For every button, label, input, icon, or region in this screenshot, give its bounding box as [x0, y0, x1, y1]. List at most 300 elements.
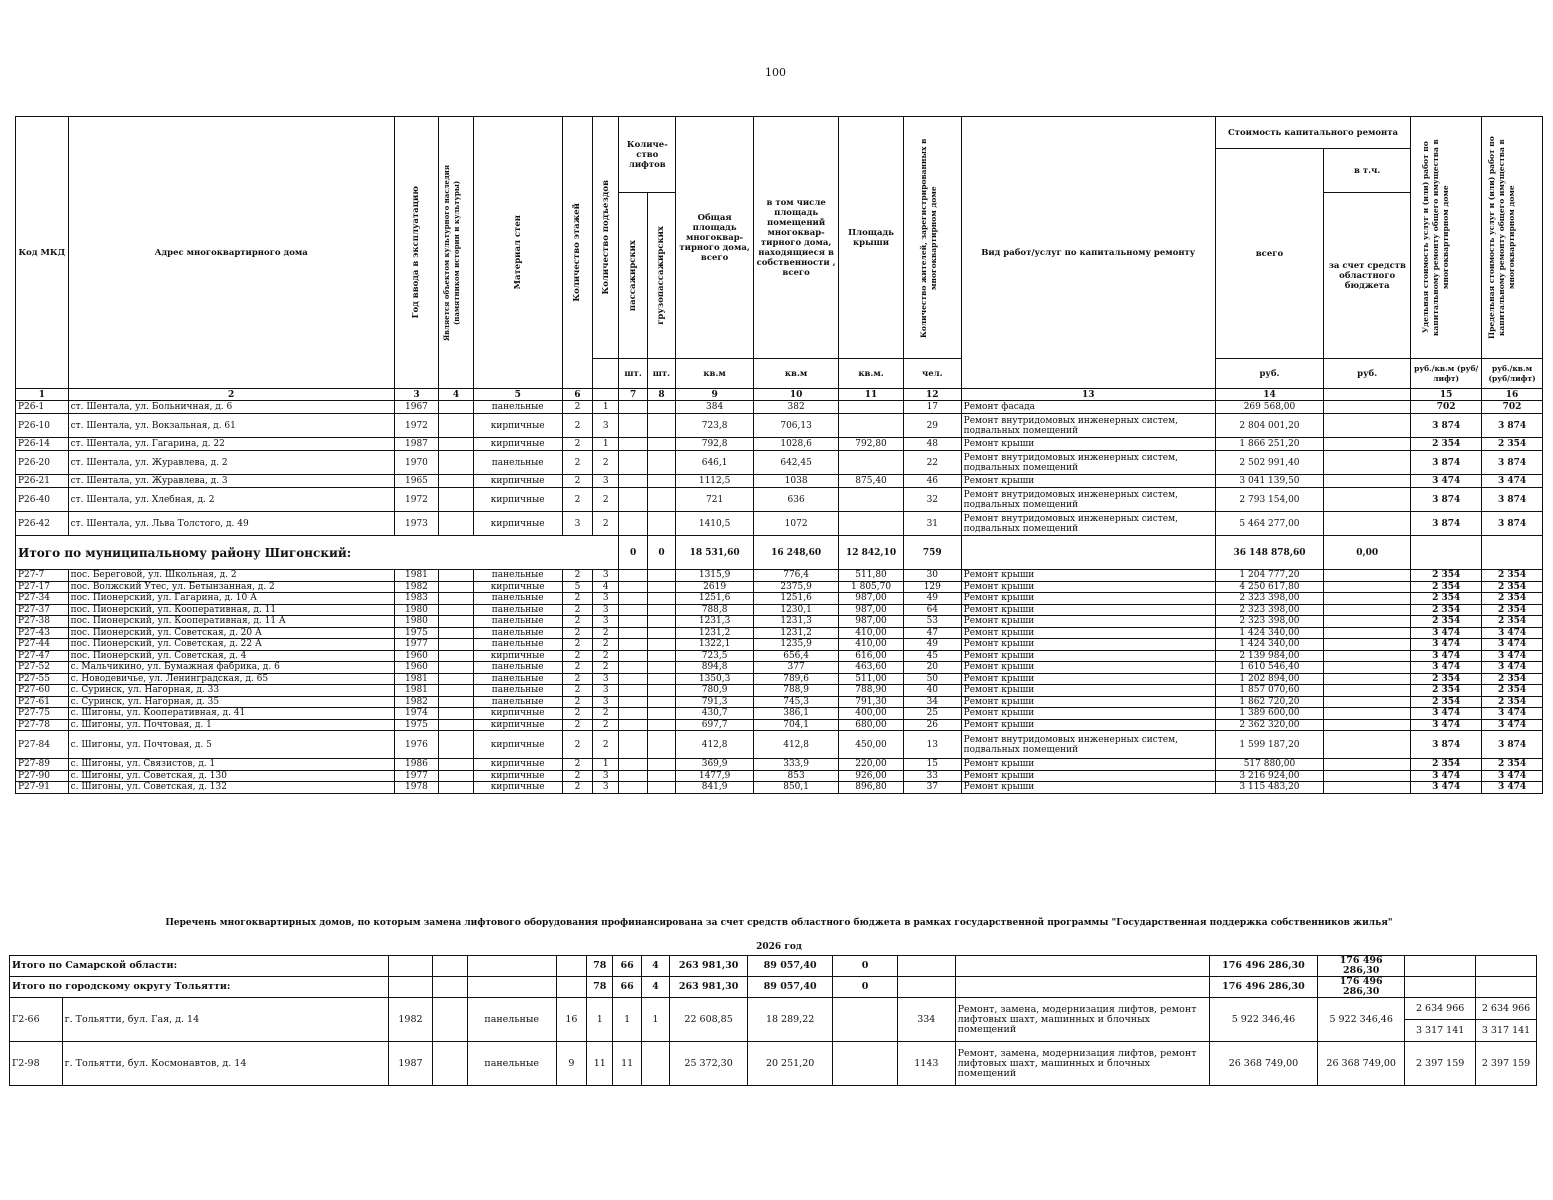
table-row	[16, 731, 1543, 759]
header-incl: в т.ч.	[1324, 149, 1411, 193]
total-regional: 176 496 286,30	[1318, 977, 1405, 998]
cell-heritage	[439, 673, 473, 685]
tolyatti-rows	[10, 998, 1537, 1086]
unit-pcs: шт.	[647, 359, 675, 389]
unit-per-sqm: руб./кв.м (руб/лифт)	[1482, 359, 1543, 389]
cell-regional	[1324, 604, 1411, 616]
cell-kod: Р27-47	[16, 650, 69, 662]
cell-roof-area	[839, 451, 904, 475]
cell-max-cost: 2 354	[1482, 570, 1543, 582]
cell-roof-area: 875,40	[839, 475, 904, 488]
cell-roof-area	[833, 1042, 898, 1086]
cell-max-cost: 2 354	[1482, 581, 1543, 593]
total-cost: 176 496 286,30	[1209, 977, 1317, 998]
cell-unit-cost: 2 397 159	[1405, 1042, 1476, 1086]
cell-kod: Р27-38	[16, 616, 69, 628]
header-roof-area: Площадь крыши	[839, 117, 904, 359]
cell-unit-cost: 3 874	[1411, 488, 1482, 512]
cell-max-cost: 3 474	[1482, 719, 1543, 731]
column-number: 13	[961, 389, 1215, 401]
cell-heritage	[439, 488, 473, 512]
cell-material: кирпичные	[473, 488, 562, 512]
cell-unit-cost: 2 354	[1411, 759, 1482, 771]
cell-total-area: 1410,5	[676, 512, 754, 536]
cell-unit-cost: 2 354	[1411, 696, 1482, 708]
cell-lifts-cargo	[647, 488, 675, 512]
cell-residents: 334	[897, 998, 955, 1042]
cell-unit-cost: 3 874	[1411, 414, 1482, 438]
cell-cost: 1 599 187,20	[1215, 731, 1323, 759]
table-row	[16, 414, 1543, 438]
cell-residents: 53	[903, 616, 961, 628]
cell-lifts-cargo	[641, 1042, 669, 1086]
cell-work-type: Ремонт крыши	[961, 438, 1215, 451]
table-row	[16, 696, 1543, 708]
cell-lifts-cargo	[647, 650, 675, 662]
cell-roof-area: 926,00	[839, 770, 904, 782]
cell-lifts-cargo	[647, 662, 675, 674]
cell-entrances: 3	[593, 696, 619, 708]
cell-address: с. Суринск, ул. Нагорная, д. 33	[68, 685, 394, 697]
cell-total-area: 780,9	[676, 685, 754, 697]
cell-year: 1972	[394, 414, 439, 438]
table-row	[16, 438, 1543, 451]
cell-material: панельные	[473, 616, 562, 628]
total-regional: 176 496 286,30	[1318, 956, 1405, 977]
cell-heritage	[439, 438, 473, 451]
cell-residents: 37	[903, 782, 961, 794]
cell-lifts-pass	[619, 438, 647, 451]
header-heritage: Является объектом культурного наследия (памятником истории и культуры)	[441, 164, 461, 341]
cell-roof-area	[839, 488, 904, 512]
cell-work-type: Ремонт крыши	[961, 759, 1215, 771]
year-title: 2026 год	[756, 942, 802, 952]
cell-total-area: 1112,5	[676, 475, 754, 488]
cell-address: пос. Пионерский, ул. Кооперативная, д. 11 А	[68, 616, 394, 628]
cell-entrances: 3	[593, 673, 619, 685]
cell-heritage	[433, 1042, 467, 1086]
cell-material: панельные	[473, 673, 562, 685]
cell-heritage	[439, 593, 473, 605]
total-owned-area: 89 057,40	[748, 977, 833, 998]
cell-max-cost: 2 354	[1482, 759, 1543, 771]
cell-work-type: Ремонт крыши	[961, 696, 1215, 708]
cell-cost: 2 139 984,00	[1215, 650, 1323, 662]
cell-lifts-pass: 1	[613, 998, 641, 1042]
total-total-area: 263 981,30	[670, 956, 748, 977]
header-lifts-passenger: пассажирских	[628, 239, 639, 312]
cell-heritage	[439, 719, 473, 731]
cell-cost: 269 568,00	[1215, 401, 1323, 414]
table-row	[16, 770, 1543, 782]
cell-lifts-pass	[619, 616, 647, 628]
cell-lifts-cargo	[647, 685, 675, 697]
cell-floors: 2	[562, 438, 592, 451]
cell-regional	[1324, 662, 1411, 674]
cell-lifts-pass	[619, 593, 647, 605]
cell-lifts-pass	[619, 639, 647, 651]
cell-lifts-cargo	[647, 731, 675, 759]
cell-regional: 5 922 346,46	[1318, 998, 1405, 1042]
cell-entrances: 2	[593, 512, 619, 536]
subtotal-cost: 36 148 878,60	[1215, 536, 1323, 570]
cell-floors: 2	[562, 414, 592, 438]
cell-cost: 5 464 277,00	[1215, 512, 1323, 536]
cell-cost: 1 204 777,20	[1215, 570, 1323, 582]
cell-total-area: 25 372,30	[670, 1042, 748, 1086]
subtotal-label: Итого по муниципальному району Шигонский:	[16, 536, 619, 570]
cell-lifts-pass	[619, 604, 647, 616]
cell-entrances: 3	[593, 593, 619, 605]
cell-total-area: 841,9	[676, 782, 754, 794]
total-row	[10, 956, 1537, 977]
cell-floors: 2	[562, 662, 592, 674]
cell-year: 1982	[394, 696, 439, 708]
cell-roof-area: 410,00	[839, 639, 904, 651]
cell-roof-area: 220,00	[839, 759, 904, 771]
cell-kod: Р26-42	[16, 512, 69, 536]
cell-regional	[1324, 639, 1411, 651]
cell-heritage	[439, 639, 473, 651]
cell-kod: Р27-52	[16, 662, 69, 674]
cell-total-area: 2619	[676, 581, 754, 593]
page-number: 100	[765, 66, 786, 79]
cell-address: пос. Волжский Утес, ул. Бетынзанная, д. 2	[68, 581, 394, 593]
cell-material: кирпичные	[473, 438, 562, 451]
cell-lifts-pass	[619, 719, 647, 731]
cell-regional	[1324, 719, 1411, 731]
cell-roof-area: 410,00	[839, 627, 904, 639]
subtotal-lifts-pass: 0	[619, 536, 647, 570]
cell-year: 1967	[394, 401, 439, 414]
empty-cell	[556, 956, 586, 977]
cell-entrances: 3	[593, 604, 619, 616]
cell-owned-area: 1038	[754, 475, 839, 488]
cell-max-cost: 3 474	[1482, 708, 1543, 720]
cell-residents: 64	[903, 604, 961, 616]
cell-cost: 1 610 546,40	[1215, 662, 1323, 674]
cell-owned-area: 853	[754, 770, 839, 782]
cell-roof-area: 987,00	[839, 616, 904, 628]
cell-kod: Р27-43	[16, 627, 69, 639]
cell-total-area: 723,8	[676, 414, 754, 438]
cell-owned-area: 642,45	[754, 451, 839, 475]
cell-lifts-cargo	[647, 438, 675, 451]
cell-lifts-pass	[619, 673, 647, 685]
cell-owned-area: 333,9	[754, 759, 839, 771]
cell-unit-cost: 3 474	[1411, 782, 1482, 794]
cell-floors: 2	[562, 719, 592, 731]
header-kod: Код МКД	[16, 117, 69, 389]
cell-address: ст. Шентала, ул. Журавлева, д. 2	[68, 451, 394, 475]
cell-address: пос. Пионерский, ул. Советская, д. 22 А	[68, 639, 394, 651]
cell-cost: 1 202 894,00	[1215, 673, 1323, 685]
header-work-type: Вид работ/услуг по капитальному ремонту	[961, 117, 1215, 389]
cell-material: кирпичные	[473, 581, 562, 593]
cell-year: 1980	[394, 604, 439, 616]
table-row	[16, 650, 1543, 662]
cell-regional	[1324, 627, 1411, 639]
subtotal-total-area: 18 531,60	[676, 536, 754, 570]
column-number: 12	[903, 389, 961, 401]
cell-heritage	[439, 581, 473, 593]
cell-floors: 5	[562, 581, 592, 593]
cell-material: панельные	[473, 593, 562, 605]
cell-floors: 2	[562, 696, 592, 708]
cell-max-cost: 3 474	[1482, 639, 1543, 651]
cell-lifts-pass	[619, 570, 647, 582]
total-row	[10, 977, 1537, 998]
cell-owned-area: 704,1	[754, 719, 839, 731]
cell-year: 1986	[394, 759, 439, 771]
header-floors: Количество этажей	[572, 203, 583, 302]
unit-rub: руб.	[1215, 359, 1323, 389]
cell-work-type: Ремонт фасада	[961, 401, 1215, 414]
cell-kod: Р27-17	[16, 581, 69, 593]
column-number: 9	[676, 389, 754, 401]
cell-address: с. Новодевичье, ул. Ленинградская, д. 65	[68, 673, 394, 685]
cell-max-cost: 3 874	[1482, 731, 1543, 759]
cell-regional	[1324, 650, 1411, 662]
cell-total-area: 430,7	[676, 708, 754, 720]
cell-roof-area: 788,90	[839, 685, 904, 697]
cell-work-type: Ремонт крыши	[961, 581, 1215, 593]
cell-regional	[1324, 488, 1411, 512]
cell-material: панельные	[467, 998, 556, 1042]
cell-material: панельные	[473, 451, 562, 475]
cell-work-type: Ремонт, замена, модернизация лифтов, ремонт лифтовых шахт, машинных и блочных помещений	[955, 998, 1209, 1042]
cell-roof-area: 400,00	[839, 708, 904, 720]
cell-unit-cost: 3 474	[1411, 770, 1482, 782]
empty-cell	[467, 956, 556, 977]
cell-cost: 2 323 398,00	[1215, 616, 1323, 628]
cell-lifts-pass	[619, 770, 647, 782]
cell-floors: 3	[562, 512, 592, 536]
cell-entrances: 1	[593, 438, 619, 451]
cell-unit-cost: 3 474	[1411, 719, 1482, 731]
cell-material: панельные	[473, 639, 562, 651]
cell-max-cost: 3 474	[1482, 650, 1543, 662]
cell-owned-area: 788,9	[754, 685, 839, 697]
cell-total-area: 1231,3	[676, 616, 754, 628]
cell-cost: 2 502 991,40	[1215, 451, 1323, 475]
cell-address: пос. Пионерский, ул. Советская, д. 4	[68, 650, 394, 662]
cell-regional	[1324, 451, 1411, 475]
cell-roof-area: 791,30	[839, 696, 904, 708]
cell-entrances: 2	[593, 627, 619, 639]
cell-total-area: 721	[676, 488, 754, 512]
cell-lifts-cargo	[647, 696, 675, 708]
table-row	[16, 616, 1543, 628]
cell-heritage	[439, 731, 473, 759]
cell-heritage	[439, 604, 473, 616]
cell-entrances: 3	[593, 685, 619, 697]
cell-lifts-pass: 11	[613, 1042, 641, 1086]
cell-address: с. Шигоны, ул. Почтовая, д. 5	[68, 731, 394, 759]
empty-cell	[897, 956, 955, 977]
cell-max-cost: 2 354	[1482, 604, 1543, 616]
cell-address: ст. Шентала, ул. Льва Толстого, д. 49	[68, 512, 394, 536]
table-row	[16, 512, 1543, 536]
cell-total-area: 1350,3	[676, 673, 754, 685]
cell-cost: 3 216 924,00	[1215, 770, 1323, 782]
cell-roof-area	[833, 998, 898, 1042]
table-row	[16, 488, 1543, 512]
cell-owned-area: 1231,3	[754, 616, 839, 628]
cell-lifts-pass	[619, 708, 647, 720]
cell-kod: Р27-91	[16, 782, 69, 794]
cell-address: ст. Шентала, ул. Гагарина, д. 22	[68, 438, 394, 451]
cell-floors: 2	[562, 488, 592, 512]
cell-residents: 15	[903, 759, 961, 771]
cell-unit-cost: 3 474	[1411, 475, 1482, 488]
cell-cost: 5 922 346,46	[1209, 998, 1317, 1042]
cell-year: 1978	[394, 782, 439, 794]
cell-cost: 3 115 483,20	[1215, 782, 1323, 794]
total-lifts-pass: 66	[613, 956, 641, 977]
cell-address: пос. Пионерский, ул. Кооперативная, д. 11	[68, 604, 394, 616]
header-year: Год ввода в эксплуатацию	[411, 186, 422, 319]
cell-cost: 1 857 070,60	[1215, 685, 1323, 697]
cell-owned-area: 20 251,20	[748, 1042, 833, 1086]
unit-area: кв.м	[676, 359, 754, 389]
subtotal-roof-area: 12 842,10	[839, 536, 904, 570]
cell-max-cost: 2 354	[1482, 673, 1543, 685]
subtotal-section	[16, 536, 1543, 570]
column-number: 10	[754, 389, 839, 401]
cell-floors: 2	[562, 451, 592, 475]
cell-regional	[1324, 570, 1411, 582]
empty-cell	[433, 977, 467, 998]
cell-material: панельные	[473, 662, 562, 674]
cell-kod: Р27-75	[16, 708, 69, 720]
cell-regional	[1324, 770, 1411, 782]
cell-work-type: Ремонт крыши	[961, 673, 1215, 685]
cell-residents: 47	[903, 627, 961, 639]
cell-kod: Р27-89	[16, 759, 69, 771]
cell-residents: 1143	[897, 1042, 955, 1086]
cell-residents: 29	[903, 414, 961, 438]
cell-lifts-cargo	[647, 616, 675, 628]
cell-entrances: 2	[593, 451, 619, 475]
cell-unit-cost: 3 874	[1411, 731, 1482, 759]
cell-entrances: 11	[587, 1042, 613, 1086]
cell-roof-area: 1 805,70	[839, 581, 904, 593]
table-row	[16, 593, 1543, 605]
cell-address: г. Тольятти, бул. Космонавтов, д. 14	[62, 1042, 388, 1086]
cell-entrances: 3	[593, 570, 619, 582]
cell-entrances: 4	[593, 581, 619, 593]
cell-regional	[1324, 759, 1411, 771]
column-number: 2	[68, 389, 394, 401]
cell-year: 1974	[394, 708, 439, 720]
cell-residents: 49	[903, 593, 961, 605]
cell-kod: Р27-34	[16, 593, 69, 605]
subtotal-row	[16, 536, 1543, 570]
cell-max-cost: 3 474	[1482, 662, 1543, 674]
cell-total-area: 384	[676, 401, 754, 414]
column-number: 16	[1482, 389, 1543, 401]
cell-year: 1960	[394, 650, 439, 662]
cell-year: 1965	[394, 475, 439, 488]
cell-unit-cost: 3 874	[1411, 451, 1482, 475]
cell-max-cost: 3 874	[1482, 451, 1543, 475]
cell-work-type: Ремонт крыши	[961, 685, 1215, 697]
cell-unit-cost: 3 474	[1411, 627, 1482, 639]
cell-residents: 46	[903, 475, 961, 488]
subtotal-regional: 0,00	[1324, 536, 1411, 570]
table-row	[16, 782, 1543, 794]
cell-heritage	[439, 782, 473, 794]
cell-kod: Р27-55	[16, 673, 69, 685]
cell-cost: 1 424 340,00	[1215, 627, 1323, 639]
cell-cost: 3 041 139,50	[1215, 475, 1323, 488]
cell-owned-area: 2375,9	[754, 581, 839, 593]
cell-work-type: Ремонт внутридомовых инженерных систем, подвальных помещений	[961, 414, 1215, 438]
cell-regional: 26 368 749,00	[1318, 1042, 1405, 1086]
cell-work-type: Ремонт крыши	[961, 708, 1215, 720]
cell-total-area: 894,8	[676, 662, 754, 674]
column-number: 1	[16, 389, 69, 401]
cell-floors: 2	[562, 475, 592, 488]
cell-cost: 517 880,00	[1215, 759, 1323, 771]
cell-owned-area: 382	[754, 401, 839, 414]
cell-material: панельные	[473, 685, 562, 697]
header-lifts-cargo: грузопассажирских	[656, 226, 667, 325]
cell-work-type: Ремонт внутридомовых инженерных систем, подвальных помещений	[961, 731, 1215, 759]
cell-regional	[1324, 401, 1411, 414]
cell-owned-area: 1251,6	[754, 593, 839, 605]
unit-per-sqm: руб./кв.м (руб/лифт)	[1411, 359, 1482, 389]
cell-floors: 2	[562, 770, 592, 782]
cell-kod: Г2-98	[10, 1042, 63, 1086]
cell-address: с. Шигоны, ул. Советская, д. 130	[68, 770, 394, 782]
cell-roof-area: 987,00	[839, 593, 904, 605]
total-total-area: 263 981,30	[670, 977, 748, 998]
cell-max-cost: 3 474	[1482, 627, 1543, 639]
cell-lifts-cargo	[647, 475, 675, 488]
cell-entrances: 2	[593, 650, 619, 662]
cell-lifts-cargo	[647, 604, 675, 616]
cell-roof-area: 896,80	[839, 782, 904, 794]
cell-entrances: 2	[593, 719, 619, 731]
empty-cell	[1405, 956, 1476, 977]
cell-floors: 2	[562, 708, 592, 720]
cell-material: кирпичные	[473, 759, 562, 771]
cell-roof-area: 616,00	[839, 650, 904, 662]
cell-address: г. Тольятти, бул. Гая, д. 14	[62, 998, 388, 1042]
cell-total-area: 1477,9	[676, 770, 754, 782]
cell-lifts-cargo	[647, 581, 675, 593]
cell-kod: Р27-84	[16, 731, 69, 759]
cell-work-type: Ремонт крыши	[961, 604, 1215, 616]
cell-floors: 9	[556, 1042, 586, 1086]
column-number: 7	[619, 389, 647, 401]
cell-total-area: 791,3	[676, 696, 754, 708]
cell-lifts-cargo	[647, 593, 675, 605]
cell-kod: Р27-90	[16, 770, 69, 782]
cell-residents: 20	[903, 662, 961, 674]
cell-lifts-cargo	[647, 401, 675, 414]
cell-total-area: 788,8	[676, 604, 754, 616]
cell-heritage	[439, 696, 473, 708]
cell-entrances: 2	[593, 731, 619, 759]
empty-cell	[433, 956, 467, 977]
cell-work-type: Ремонт крыши	[961, 650, 1215, 662]
cell-cost: 26 368 749,00	[1209, 1042, 1317, 1086]
cell-floors: 2	[562, 782, 592, 794]
cell-owned-area: 377	[754, 662, 839, 674]
